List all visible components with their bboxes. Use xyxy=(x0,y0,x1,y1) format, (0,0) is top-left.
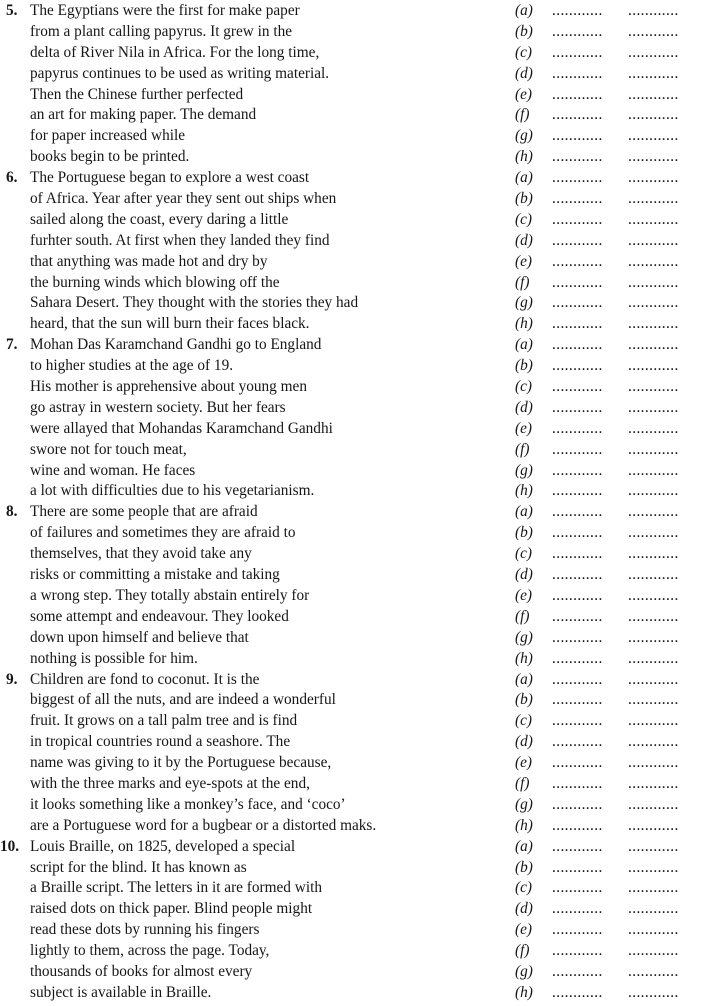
answer-label: (f) xyxy=(515,440,530,458)
exercise-line xyxy=(0,293,709,314)
incorrect-word-blank[interactable]: ............ xyxy=(552,169,603,187)
correction-blank[interactable]: ............ xyxy=(628,566,679,584)
exercise-line xyxy=(0,126,709,147)
exercise-line xyxy=(0,732,709,753)
answer-label: (e) xyxy=(515,252,532,270)
answer-label: (c) xyxy=(515,712,532,730)
answer-label: (f) xyxy=(515,607,530,625)
sentence-text: from a plant calling papyrus. It grew in the xyxy=(30,22,293,40)
correction-blank[interactable]: ............ xyxy=(628,64,679,82)
exercise-block xyxy=(0,502,709,669)
answer-label: (f) xyxy=(515,273,530,291)
exercise-line xyxy=(0,816,709,837)
correction-blank[interactable]: ............ xyxy=(628,2,679,19)
exercise-line xyxy=(0,356,709,377)
sentence-text: lightly to them, across the page. Today, xyxy=(30,942,270,960)
correction-blank[interactable]: ............ xyxy=(628,983,679,1001)
sentence-text: furhter south. At first when they landed they find xyxy=(30,231,330,249)
incorrect-word-blank[interactable]: ............ xyxy=(552,921,603,939)
sentence-text: with the three marks and eye-spots at the end, xyxy=(30,774,310,792)
correction-blank[interactable]: ............ xyxy=(628,336,679,354)
answer-label: (h) xyxy=(515,482,533,500)
answer-label: (g) xyxy=(515,628,533,646)
incorrect-word-blank[interactable]: ............ xyxy=(552,398,603,416)
incorrect-word-blank[interactable]: ............ xyxy=(552,440,603,458)
incorrect-word-blank[interactable]: ............ xyxy=(552,754,603,772)
correction-blank[interactable]: ............ xyxy=(628,774,679,792)
correction-blank[interactable]: ............ xyxy=(628,670,679,688)
answer-label: (a) xyxy=(515,336,533,354)
sentence-text: an art for making paper. The demand xyxy=(30,106,257,124)
sentence-text: books begin to be printed. xyxy=(30,148,190,166)
answer-label: (f) xyxy=(515,774,530,792)
exercise-line xyxy=(0,481,709,502)
incorrect-word-blank[interactable]: ............ xyxy=(552,64,603,82)
answer-label: (h) xyxy=(515,983,533,1001)
answer-label: (h) xyxy=(515,148,533,166)
correction-blank[interactable]: ............ xyxy=(628,733,679,751)
correction-blank[interactable]: ............ xyxy=(628,85,679,103)
incorrect-word-blank[interactable]: ............ xyxy=(552,419,603,437)
incorrect-word-blank[interactable]: ............ xyxy=(552,231,603,249)
exercise-line xyxy=(0,314,709,335)
sentence-text: thousands of books for almost every xyxy=(30,962,253,980)
sentence-text: The Portuguese began to explore a west coast xyxy=(30,169,310,187)
answer-label: (b) xyxy=(515,357,533,375)
correction-blank[interactable]: ............ xyxy=(628,649,679,667)
answer-label: (a) xyxy=(515,503,533,521)
incorrect-word-blank[interactable]: ............ xyxy=(552,336,603,354)
answer-label: (e) xyxy=(515,921,532,939)
exercise-line xyxy=(0,523,709,544)
incorrect-word-blank[interactable]: ............ xyxy=(552,252,603,270)
exercise-block xyxy=(0,335,709,502)
sentence-text: some attempt and endeavour. They looked xyxy=(30,607,289,625)
exercise-line xyxy=(0,795,709,816)
sentence-text: swore not for touch meat, xyxy=(30,440,187,458)
incorrect-word-blank[interactable]: ............ xyxy=(552,942,603,960)
sentence-text: for paper increased while xyxy=(30,127,186,145)
sentence-text: The Egyptians were the first for make paper xyxy=(30,2,300,19)
exercise-block xyxy=(0,837,709,1004)
sentence-text: His mother is apprehensive about young men xyxy=(30,378,307,396)
correction-blank[interactable]: ............ xyxy=(628,858,679,876)
incorrect-word-blank[interactable]: ............ xyxy=(552,524,603,542)
exercise-line xyxy=(0,670,709,691)
sentence-text: in tropical countries round a seashore. The xyxy=(30,733,291,751)
incorrect-word-blank[interactable]: ............ xyxy=(552,837,603,855)
answer-label: (g) xyxy=(515,795,533,813)
correction-blank[interactable]: ............ xyxy=(628,357,679,375)
correction-blank[interactable]: ............ xyxy=(628,398,679,416)
exercise-line xyxy=(0,774,709,795)
incorrect-word-blank[interactable]: ............ xyxy=(552,106,603,124)
answer-label: (d) xyxy=(515,566,533,584)
exercise-line xyxy=(0,586,709,607)
answer-label: (d) xyxy=(515,64,533,82)
exercise-line xyxy=(0,231,709,252)
incorrect-word-blank[interactable]: ............ xyxy=(552,607,603,625)
exercise-line xyxy=(0,252,709,273)
incorrect-word-blank[interactable]: ............ xyxy=(552,148,603,166)
answer-label: (b) xyxy=(515,190,533,208)
exercise-line xyxy=(0,920,709,941)
correction-blank[interactable]: ............ xyxy=(628,419,679,437)
correction-blank[interactable]: ............ xyxy=(628,461,679,479)
exercise-line xyxy=(0,502,709,523)
exercise-line xyxy=(0,878,709,899)
exercise-line xyxy=(0,690,709,711)
answer-label: (b) xyxy=(515,524,533,542)
sentence-text: go astray in western society. But her fears xyxy=(30,398,286,416)
sentence-text: read these dots by running his fingers xyxy=(30,921,260,939)
correction-blank[interactable]: ............ xyxy=(628,879,679,897)
answer-label: (g) xyxy=(515,127,533,145)
correction-blank[interactable]: ............ xyxy=(628,210,679,228)
correction-blank[interactable]: ............ xyxy=(628,190,679,208)
incorrect-word-blank[interactable]: ............ xyxy=(552,649,603,667)
exercise-line xyxy=(0,398,709,419)
correction-blank[interactable]: ............ xyxy=(628,754,679,772)
incorrect-word-blank[interactable]: ............ xyxy=(552,691,603,709)
incorrect-word-blank[interactable]: ............ xyxy=(552,816,603,834)
sentence-text: sailed along the coast, every daring a little xyxy=(30,210,289,228)
incorrect-word-blank[interactable]: ............ xyxy=(552,461,603,479)
sentence-text: nothing is possible for him. xyxy=(30,649,198,667)
exercise-line xyxy=(0,85,709,106)
incorrect-word-blank[interactable]: ............ xyxy=(552,2,603,19)
answer-label: (c) xyxy=(515,43,532,61)
correction-blank[interactable]: ............ xyxy=(628,231,679,249)
correction-blank[interactable]: ............ xyxy=(628,252,679,270)
answer-label: (d) xyxy=(515,900,533,918)
correction-blank[interactable]: ............ xyxy=(628,148,679,166)
exercise-line xyxy=(0,983,709,1004)
incorrect-word-blank[interactable]: ............ xyxy=(552,378,603,396)
answer-label: (g) xyxy=(515,461,533,479)
incorrect-word-blank[interactable]: ............ xyxy=(552,482,603,500)
sentence-text: heard, that the sun will burn their faces black. xyxy=(30,315,310,333)
exercise-line xyxy=(0,273,709,294)
sentence-text: script for the blind. It has known as xyxy=(30,858,247,876)
sentence-text: a Braille script. The letters in it are formed with xyxy=(30,879,322,897)
exercise-line xyxy=(0,210,709,231)
exercise-line xyxy=(0,335,709,356)
answer-label: (h) xyxy=(515,315,533,333)
sentence-text: to higher studies at the age of 19. xyxy=(30,357,234,375)
exercise-line xyxy=(0,649,709,670)
sentence-text: a lot with difficulties due to his vegetarianism. xyxy=(30,482,315,500)
sentence-text: down upon himself and believe that xyxy=(30,628,249,646)
sentence-text: subject is available in Braille. xyxy=(30,983,212,1001)
incorrect-word-blank[interactable]: ............ xyxy=(552,190,603,208)
incorrect-word-blank[interactable]: ............ xyxy=(552,858,603,876)
exercise-line xyxy=(0,962,709,983)
exercise-line xyxy=(0,544,709,565)
incorrect-word-blank[interactable]: ............ xyxy=(552,22,603,40)
exercise-block xyxy=(0,1,709,168)
answer-label: (e) xyxy=(515,419,532,437)
exercise-line xyxy=(0,22,709,43)
incorrect-word-blank[interactable]: ............ xyxy=(552,545,603,563)
sentence-text: risks or committing a mistake and taking xyxy=(30,566,280,584)
sentence-text: that anything was made hot and dry by xyxy=(30,252,268,270)
correction-blank[interactable]: ............ xyxy=(628,294,679,312)
answer-label: (e) xyxy=(515,85,532,103)
sentence-text: There are some people that are afraid xyxy=(30,503,258,521)
incorrect-word-blank[interactable]: ............ xyxy=(552,983,603,1001)
exercise-line xyxy=(0,105,709,126)
correction-blank[interactable]: ............ xyxy=(628,900,679,918)
answer-label: (e) xyxy=(515,586,532,604)
sentence-text: a wrong step. They totally abstain entirely for xyxy=(30,586,310,604)
correction-blank[interactable]: ............ xyxy=(628,127,679,145)
exercise-line xyxy=(0,419,709,440)
correction-blank[interactable]: ............ xyxy=(628,169,679,187)
exercise-line xyxy=(0,607,709,628)
answer-label: (e) xyxy=(515,754,532,772)
answer-label: (a) xyxy=(515,837,533,855)
incorrect-word-blank[interactable]: ............ xyxy=(552,127,603,145)
correction-blank[interactable]: ............ xyxy=(628,691,679,709)
correction-blank[interactable]: ............ xyxy=(628,545,679,563)
correction-blank[interactable]: ............ xyxy=(628,712,679,730)
incorrect-word-blank[interactable]: ............ xyxy=(552,503,603,521)
answer-label: (c) xyxy=(515,210,532,228)
answer-label: (d) xyxy=(515,398,533,416)
answer-label: (b) xyxy=(515,22,533,40)
exercise-line xyxy=(0,461,709,482)
answer-label: (g) xyxy=(515,962,533,980)
correction-blank[interactable]: ............ xyxy=(628,22,679,40)
exercise-line xyxy=(0,941,709,962)
answer-label: (c) xyxy=(515,378,532,396)
correction-blank[interactable]: ............ xyxy=(628,503,679,521)
exercise-number: 5. xyxy=(6,2,18,19)
incorrect-word-blank[interactable]: ............ xyxy=(552,85,603,103)
answer-label: (f) xyxy=(515,106,530,124)
incorrect-word-blank[interactable]: ............ xyxy=(552,210,603,228)
sentence-text: delta of River Nila in Africa. For the long time, xyxy=(30,43,320,61)
exercise-block xyxy=(0,168,709,335)
exercise-line xyxy=(0,711,709,732)
correction-blank[interactable]: ............ xyxy=(628,524,679,542)
correction-blank[interactable]: ............ xyxy=(628,440,679,458)
exercise-line xyxy=(0,837,709,858)
sentence-text: Then the Chinese further perfected xyxy=(30,85,244,103)
sentence-text: Louis Braille, on 1825, developed a special xyxy=(30,837,296,855)
incorrect-word-blank[interactable]: ............ xyxy=(552,294,603,312)
incorrect-word-blank[interactable]: ............ xyxy=(552,566,603,584)
answer-label: (c) xyxy=(515,879,532,897)
correction-blank[interactable]: ............ xyxy=(628,315,679,333)
answer-label: (a) xyxy=(515,169,533,187)
exercise-line xyxy=(0,43,709,64)
answer-label: (a) xyxy=(515,670,533,688)
exercise-number: 8. xyxy=(6,503,18,521)
sentence-text: Mohan Das Karamchand Gandhi go to England xyxy=(30,336,322,354)
sentence-text: Sahara Desert. They thought with the stories they had xyxy=(30,294,359,312)
sentence-text: fruit. It grows on a tall palm tree and is find xyxy=(30,712,298,730)
sentence-text: biggest of all the nuts, and are indeed a wonderful xyxy=(30,691,336,709)
sentence-text: raised dots on thick paper. Blind people might xyxy=(30,900,313,918)
exercise-line xyxy=(0,147,709,168)
sentence-text: Children are fond to coconut. It is the xyxy=(30,670,260,688)
incorrect-word-blank[interactable]: ............ xyxy=(552,712,603,730)
exercise-block xyxy=(0,670,709,837)
answer-label: (h) xyxy=(515,649,533,667)
answer-label: (g) xyxy=(515,294,533,312)
incorrect-word-blank[interactable]: ............ xyxy=(552,315,603,333)
exercise-line xyxy=(0,440,709,461)
answer-label: (f) xyxy=(515,942,530,960)
correction-blank[interactable]: ............ xyxy=(628,607,679,625)
exercise-number: 7. xyxy=(6,336,18,354)
answer-label: (a) xyxy=(515,2,533,19)
incorrect-word-blank[interactable]: ............ xyxy=(552,43,603,61)
exercise-line xyxy=(0,753,709,774)
answer-label: (h) xyxy=(515,816,533,834)
correction-blank[interactable]: ............ xyxy=(628,795,679,813)
exercise-line xyxy=(0,1,709,22)
correction-blank[interactable]: ............ xyxy=(628,628,679,646)
correction-blank[interactable]: ............ xyxy=(628,586,679,604)
exercise-number: 10. xyxy=(0,837,20,855)
correction-blank[interactable]: ............ xyxy=(628,962,679,980)
sentence-text: wine and woman. He faces xyxy=(30,461,196,479)
sentence-text: of Africa. Year after year they sent out ships when xyxy=(30,190,337,208)
sentence-text: themselves, that they avoid take any xyxy=(30,545,252,563)
sentence-text: of failures and sometimes they are afraid to xyxy=(30,524,296,542)
incorrect-word-blank[interactable]: ............ xyxy=(552,586,603,604)
answer-label: (c) xyxy=(515,545,532,563)
worksheet xyxy=(0,1,709,1004)
correction-blank[interactable]: ............ xyxy=(628,942,679,960)
exercise-number: 9. xyxy=(6,670,18,688)
answer-label: (d) xyxy=(515,231,533,249)
exercise-line xyxy=(0,377,709,398)
answer-label: (b) xyxy=(515,691,533,709)
correction-blank[interactable]: ............ xyxy=(628,378,679,396)
incorrect-word-blank[interactable]: ............ xyxy=(552,733,603,751)
incorrect-word-blank[interactable]: ............ xyxy=(552,900,603,918)
incorrect-word-blank[interactable]: ............ xyxy=(552,273,603,291)
incorrect-word-blank[interactable]: ............ xyxy=(552,879,603,897)
correction-blank[interactable]: ............ xyxy=(628,482,679,500)
incorrect-word-blank[interactable]: ............ xyxy=(552,670,603,688)
exercise-line xyxy=(0,64,709,85)
incorrect-word-blank[interactable]: ............ xyxy=(552,774,603,792)
incorrect-word-blank[interactable]: ............ xyxy=(552,795,603,813)
exercise-line xyxy=(0,189,709,210)
correction-blank[interactable]: ............ xyxy=(628,43,679,61)
answer-label: (d) xyxy=(515,733,533,751)
sentence-text: were allayed that Mohandas Karamchand Gandhi xyxy=(30,419,333,437)
answer-label: (b) xyxy=(515,858,533,876)
correction-blank[interactable]: ............ xyxy=(628,816,679,834)
exercise-line xyxy=(0,858,709,879)
incorrect-word-blank[interactable]: ............ xyxy=(552,357,603,375)
incorrect-word-blank[interactable]: ............ xyxy=(552,962,603,980)
exercise-line xyxy=(0,899,709,920)
correction-blank[interactable]: ............ xyxy=(628,921,679,939)
sentence-text: papyrus continues to be used as writing material. xyxy=(30,64,330,82)
sentence-text: it looks something like a monkey’s face, and ‘coco’ xyxy=(30,795,346,813)
exercise-number: 6. xyxy=(6,169,18,187)
incorrect-word-blank[interactable]: ............ xyxy=(552,628,603,646)
exercise-line xyxy=(0,168,709,189)
correction-blank[interactable]: ............ xyxy=(628,106,679,124)
correction-blank[interactable]: ............ xyxy=(628,273,679,291)
exercise-line xyxy=(0,565,709,586)
sentence-text: are a Portuguese word for a bugbear or a distorted maks. xyxy=(30,816,377,834)
correction-blank[interactable]: ............ xyxy=(628,837,679,855)
sentence-text: name was giving to it by the Portuguese because, xyxy=(30,754,332,772)
sentence-text: the burning winds which blowing off the xyxy=(30,273,280,291)
exercise-line xyxy=(0,628,709,649)
